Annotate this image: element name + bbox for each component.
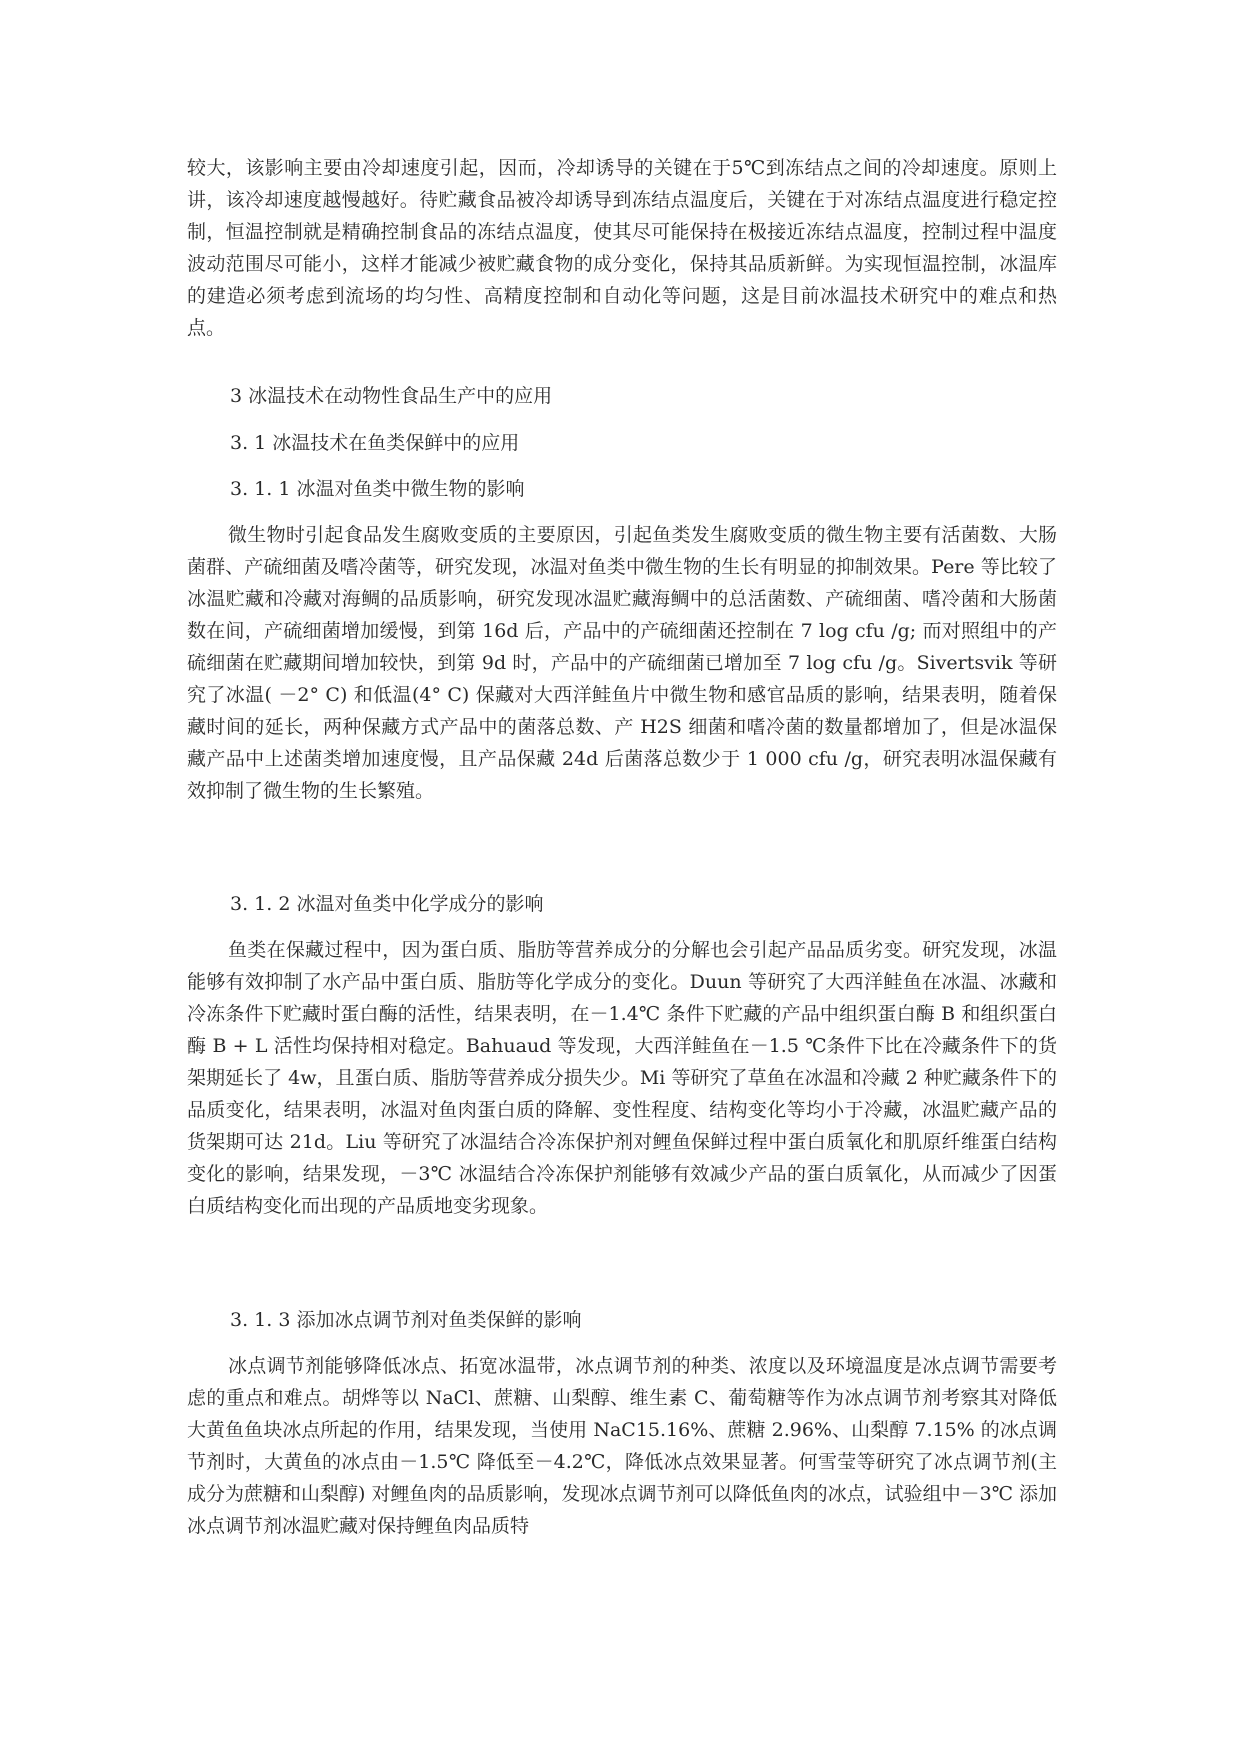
body-paragraph-3-1-1: 微生物时引起食品发生腐败变质的主要原因，引起鱼类发生腐败变质的微生物主要有活菌数、大肠菌群、产硫细菌及嗜冷菌等，研究发现，冰温对鱼类中微生物的生长有明显的抑制效果。Pere 等比较了冰温贮藏和冷藏对海鲷的品质影响，研究发现冰温贮藏海鲷中的总活菌数、产硫细菌、嗜冷菌和大肠菌数在间，产硫细菌增加缓慢，到第 16d 后，产品中的产硫细菌还控制在 7 log cfu /g; 而对照组中的产硫细菌在贮藏期间增加较快，到第 9d 时，产品中的产硫细菌已增加至 7 log cfu /g。Sivertsvik 等研究了冰温( －2° C) 和低温(4° C) 保藏对大西洋鲑鱼片中微生物和感官品质的影响，结果表明，随着保藏时间的延长，两种保藏方式产品中的菌落总数、产 H2S 细菌和嗜冷菌的数量都增加了，但是冰温保藏产品中上述菌类增加速度慢，且产品保藏 24d 后菌落总数少于 1 000 cfu /g，研究表明冰温保藏有效抑制了微生物的生长繁殖。	[187, 524, 1057, 802]
body-paragraph-intro: 较大，该影响主要由冷却速度引起，因而，冷却诱导的关键在于5℃到冻结点之间的冷却速度。原则上讲，该冷却速度越慢越好。待贮藏食品被冷却诱导到冻结点温度后，关键在于对冻结点温度进行稳定控制，恒温控制就是精确控制食品的冻结点温度，使其尽可能保持在极接近冻结点温度，控制过程中温度波动范围尽可能小，这样才能减少被贮藏食物的成分变化，保持其品质新鲜。为实现恒温控制，冰温库的建造必须考虑到流场的均匀性、高精度控制和自动化等问题，这是目前冰温技术研究中的难点和热点。	[187, 157, 1057, 339]
section-heading-3-1: 3. 1 冰温技术在鱼类保鲜中的应用	[230, 432, 520, 454]
body-paragraph-3-1-3: 冰点调节剂能够降低冰点、拓宽冰温带，冰点调节剂的种类、浓度以及环境温度是冰点调节需要考虑的重点和难点。胡烨等以 NaCl、蔗糖、山梨醇、维生素 C、葡萄糖等作为冰点调节剂考察其对降低大黄鱼鱼块冰点所起的作用，结果发现，当使用 NaC15.16%、蔗糖 2.96%、山梨醇 7.15% 的冰点调节剂时，大黄鱼的冰点由－1.5℃ 降低至－4.2℃，降低冰点效果显著。何雪莹等研究了冰点调节剂(主成分为蔗糖和山梨醇) 对鲤鱼肉的品质影响，发现冰点调节剂可以降低鱼肉的冰点，试验组中－3℃ 添加冰点调节剂冰温贮藏对保持鲤鱼肉品质特	[187, 1355, 1057, 1537]
section-heading-3-1-1: 3. 1. 1 冰温对鱼类中微生物的影响	[230, 478, 525, 500]
section-heading-3: 3 冰温技术在动物性食品生产中的应用	[230, 385, 553, 407]
section-heading-3-1-2: 3. 1. 2 冰温对鱼类中化学成分的影响	[230, 893, 544, 915]
body-paragraph-3-1-2: 鱼类在保藏过程中，因为蛋白质、脂肪等营养成分的分解也会引起产品品质劣变。研究发现，冰温能够有效抑制了水产品中蛋白质、脂肪等化学成分的变化。Duun 等研究了大西洋鲑鱼在冰温、冰藏和冷冻条件下贮藏时蛋白酶的活性，结果表明，在－1.4℃ 条件下贮藏的产品中组织蛋白酶 B 和组织蛋白酶 B + L 活性均保持相对稳定。Bahuaud 等发现，大西洋鲑鱼在－1.5 ℃条件下比在冷藏条件下的货架期延长了 4w，且蛋白质、脂肪等营养成分损失少。Mi 等研究了草鱼在冰温和冷藏 2 种贮藏条件下的品质变化，结果表明，冰温对鱼肉蛋白质的降解、变性程度、结构变化等均小于冷藏，冰温贮藏产品的货架期可达 21d。Liu 等研究了冰温结合冷冻保护剂对鲤鱼保鲜过程中蛋白质氧化和肌原纤维蛋白结构变化的影响，结果发现，－3℃ 冰温结合冷冻保护剂能够有效减少产品的蛋白质氧化，从而减少了因蛋白质结构变化而出现的产品质地变劣现象。	[187, 939, 1057, 1217]
section-heading-3-1-3: 3. 1. 3 添加冰点调节剂对鱼类保鲜的影响	[230, 1309, 582, 1331]
